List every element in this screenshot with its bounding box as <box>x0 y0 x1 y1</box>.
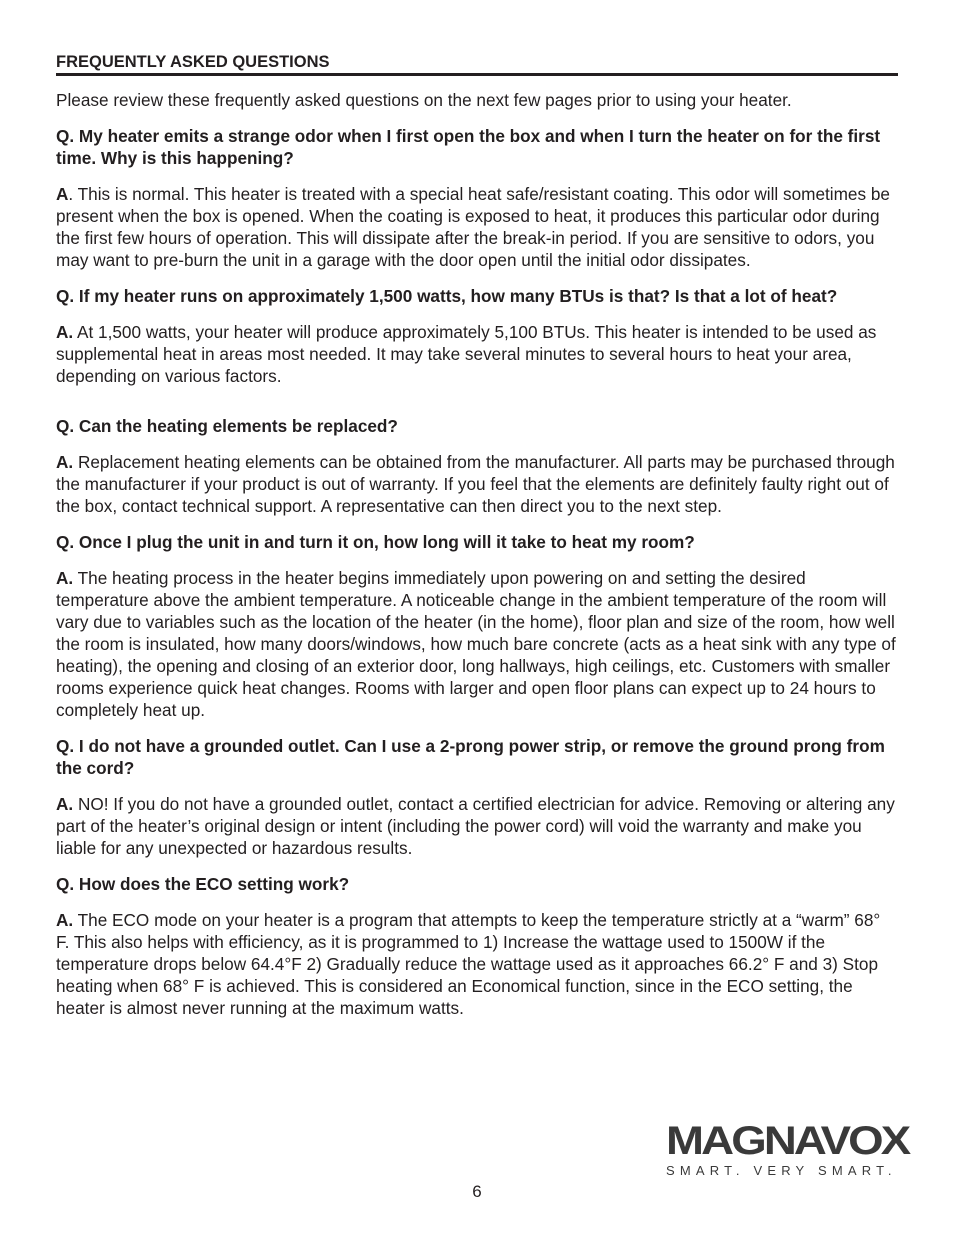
intro-text: Please review these frequently asked questions on the next few pages prior to using your heater. <box>56 90 792 110</box>
faq-question-6: Q. How does the ECO setting work? <box>56 874 350 894</box>
answer-text: The heating process in the heater begins immediately upon powering on and setting the desired temperature above the ambient temperature. A noticeable change in the ambient temperature of the room will vary due to variables such as the location of the heater (in the home), floor plan and size of the room, how well the room is insulated, how many doors/windows, how much bare concrete (acts as a heat sink with any type of heating), the opening and closing of an exterior door, long hallways, high ceilings, etc. Customers with smaller rooms experience quick heat changes. Rooms with larger and open floor plans can expect up to 24 hours to completely heat up. <box>56 568 896 720</box>
answer-text: . This is normal. This heater is treated with a special heat safe/resistant coating. This odor will sometimes be present when the box is opened. When the coating is exposed to heat, it produces this particular odor during the first few hours of operation. This will dissipate after the break-in period. If you are sensitive to odors, you may want to pre-burn the unit in a garage with the door open until the initial odor dissipates. <box>56 184 890 270</box>
logo-wordmark: MAGNAVOX <box>666 1119 909 1163</box>
faq-question-1: Q. My heater emits a strange odor when I first open the box and when I turn the heater on for the first time. Why is this happening? <box>56 126 881 168</box>
answer-label: A <box>56 184 69 204</box>
faq-question-5: Q. I do not have a grounded outlet. Can I use a 2-prong power strip, or remove the ground prong from the cord? <box>56 736 885 778</box>
answer-label: A. <box>56 452 74 472</box>
faq-answer-6 <box>56 909 898 1019</box>
faq-page <box>56 52 898 1033</box>
answer-text: At 1,500 watts, your heater will produce approximately 5,100 BTUs. This heater is intended to be used as supplemental heat in areas most needed. It may take several minutes to several hours to heat your area, depending on various factors. <box>56 322 877 386</box>
faq-answer-3 <box>56 451 898 517</box>
answer-text: The ECO mode on your heater is a program that attempts to keep the temperature strictly at a “warm” 68° F. This also helps with efficiency, as it is programmed to 1) Increase the wattage used to 1500W if the temperature drops below 64.4°F 2) Gradually reduce the wattage used as it approaches 66.2° F and 3) Stop heating when 68° F is achieved. This is considered an Economical function, since in the ECO setting, the heater is almost never running at the maximum watts. <box>56 910 881 1018</box>
faq-question-4: Q. Once I plug the unit in and turn it on, how long will it take to heat my room? <box>56 532 695 552</box>
faq-answer-1 <box>56 183 898 271</box>
page-number: 6 <box>472 1182 482 1201</box>
section-heading: FREQUENTLY ASKED QUESTIONS <box>56 52 898 76</box>
logo-tagline: SMART. VERY SMART. <box>666 1163 897 1178</box>
answer-label: A. <box>56 910 74 930</box>
magnavox-logo <box>666 1119 909 1178</box>
answer-label: A. <box>56 322 74 342</box>
answer-label: A. <box>56 568 74 588</box>
answer-text: NO! If you do not have a grounded outlet, contact a certified electrician for advice. Removing or altering any part of the heater’s original design or intent (including the power cord) will void the warranty and make you liable for any unexpected or hazardous results. <box>56 794 895 858</box>
faq-question-3: Q. Can the heating elements be replaced? <box>56 416 398 436</box>
answer-text: Replacement heating elements can be obtained from the manufacturer. All parts may be purchased through the manufacturer if your product is out of warranty. If you feel that the elements are definitely faulty right out of the box, contact technical support. A representative can then direct you to the next step. <box>56 452 895 516</box>
faq-answer-4 <box>56 567 898 721</box>
answer-label: A. <box>56 794 74 814</box>
faq-answer-2 <box>56 321 898 387</box>
faq-question-2: Q. If my heater runs on approximately 1,500 watts, how many BTUs is that? Is that a lot of heat? <box>56 286 838 306</box>
faq-answer-5 <box>56 793 898 859</box>
